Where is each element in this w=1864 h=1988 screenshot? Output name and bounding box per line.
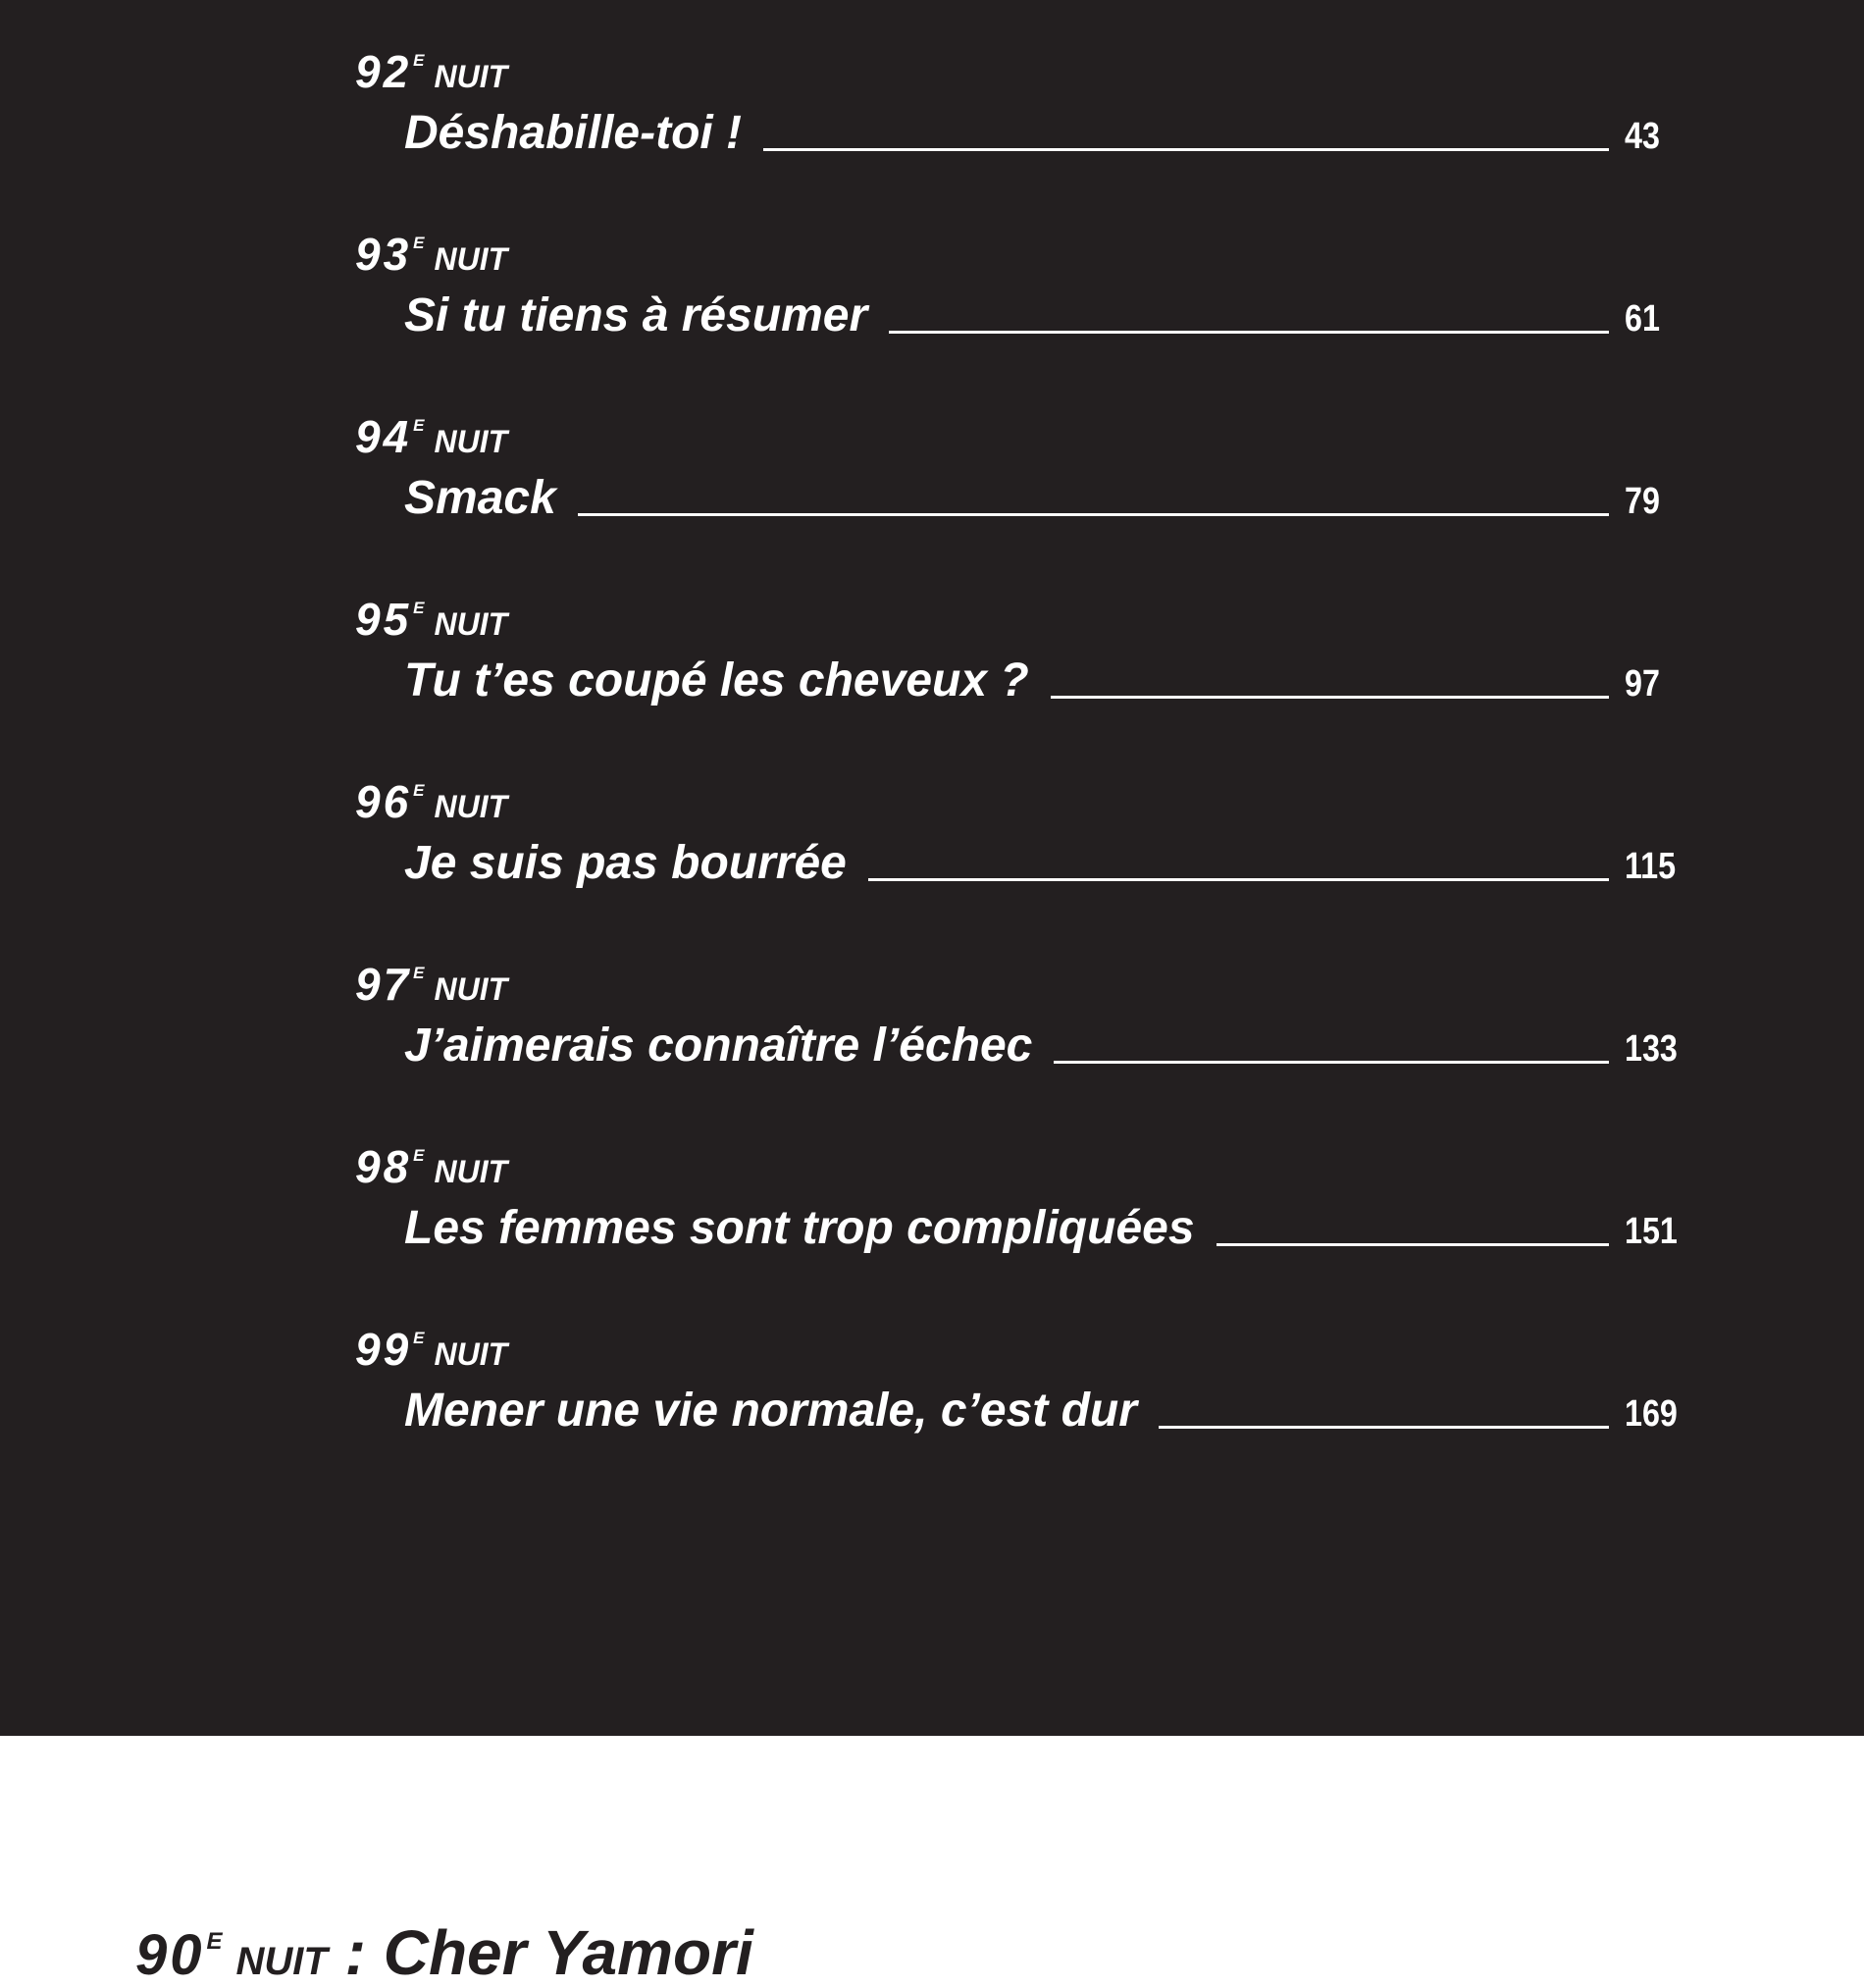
- toc-entry-92: [0, 0, 1864, 159]
- night-label: [355, 959, 508, 1010]
- page-number: 61: [1625, 298, 1660, 340]
- toc-entry-98: [0, 1095, 1864, 1254]
- night-number: 93: [355, 229, 412, 280]
- night-label: [355, 229, 508, 280]
- page-number: 151: [1625, 1211, 1678, 1252]
- night-superscript: E: [413, 416, 425, 435]
- page-number: 133: [1625, 1028, 1678, 1070]
- chapter-row: [404, 654, 1687, 706]
- toc-entry-96: [0, 730, 1864, 889]
- page-number: 169: [1625, 1393, 1678, 1435]
- dot-leader-line: [1054, 1061, 1609, 1064]
- night-superscript: E: [413, 599, 425, 617]
- toc-entry-93: [0, 183, 1864, 341]
- dot-leader-line: [868, 878, 1609, 881]
- night-word: NUIT: [434, 424, 508, 459]
- page-number: 79: [1625, 481, 1660, 522]
- night-number: 95: [355, 594, 412, 645]
- page-number: 43: [1625, 116, 1660, 157]
- night-word: NUIT: [434, 241, 508, 277]
- dot-leader-line: [763, 148, 1609, 151]
- night-number: 96: [355, 776, 412, 827]
- chapter-title: Smack: [404, 472, 556, 524]
- chapter-row: [404, 837, 1687, 889]
- chapter-title: Tu t’es coupé les cheveux ?: [404, 654, 1029, 706]
- night-label: [355, 46, 508, 97]
- dot-leader-line: [1217, 1243, 1609, 1246]
- chapter-row: [404, 1387, 1687, 1435]
- night-label: [355, 411, 508, 462]
- night-label: [355, 1141, 508, 1192]
- night-superscript: E: [413, 51, 425, 70]
- next-chapter-heading: [135, 1917, 753, 1988]
- chapter-title: Si tu tiens à résumer: [404, 289, 868, 341]
- chapter-row: [404, 472, 1687, 524]
- dot-leader-line: [578, 513, 1609, 516]
- page-number: 115: [1625, 846, 1677, 887]
- night-word: NUIT: [434, 971, 508, 1007]
- dot-leader-line: [1051, 696, 1609, 699]
- chapter-row: [404, 1022, 1687, 1070]
- chapter-title: Les femmes sont trop compliquées: [404, 1202, 1195, 1254]
- dot-leader-line: [889, 331, 1609, 334]
- night-number: 92: [355, 46, 412, 97]
- chapter-row: [404, 1202, 1687, 1254]
- night-superscript: E: [413, 1329, 425, 1347]
- chapter-title: J’aimerais connaître l’échec: [404, 1020, 1033, 1072]
- toc-entry-94: [0, 365, 1864, 524]
- next-chapter-superscript: E: [206, 1928, 223, 1955]
- night-number: 99: [355, 1324, 412, 1375]
- night-word: NUIT: [434, 1154, 508, 1189]
- chapter-title: Déshabille-toi !: [404, 107, 743, 159]
- toc-entry-95: [0, 548, 1864, 706]
- toc-entry-99: [0, 1278, 1864, 1437]
- night-superscript: E: [413, 781, 425, 800]
- night-word: NUIT: [434, 606, 508, 642]
- night-word: NUIT: [434, 789, 508, 824]
- night-word: NUIT: [434, 59, 508, 94]
- night-number: 94: [355, 411, 412, 462]
- toc-entry-97: [0, 913, 1864, 1072]
- chapter-row: [404, 289, 1687, 341]
- night-label: [355, 594, 508, 645]
- next-chapter-number: 90: [135, 1923, 205, 1987]
- next-chapter-title: : Cher Yamori: [327, 1917, 753, 1988]
- chapter-row: [404, 107, 1687, 159]
- night-superscript: E: [413, 964, 425, 982]
- chapter-title: Mener une vie normale, c’est dur: [404, 1385, 1137, 1437]
- chapter-title: Je suis pas bourrée: [404, 837, 847, 889]
- next-chapter-word: NUIT: [235, 1940, 328, 1983]
- night-label: [355, 1324, 508, 1375]
- night-label: [355, 776, 508, 827]
- night-number: 98: [355, 1141, 412, 1192]
- page-number: 97: [1625, 663, 1660, 705]
- night-superscript: E: [413, 1146, 425, 1165]
- dot-leader-line: [1159, 1426, 1609, 1429]
- night-number: 97: [355, 959, 412, 1010]
- night-word: NUIT: [434, 1336, 508, 1372]
- night-superscript: E: [413, 234, 425, 252]
